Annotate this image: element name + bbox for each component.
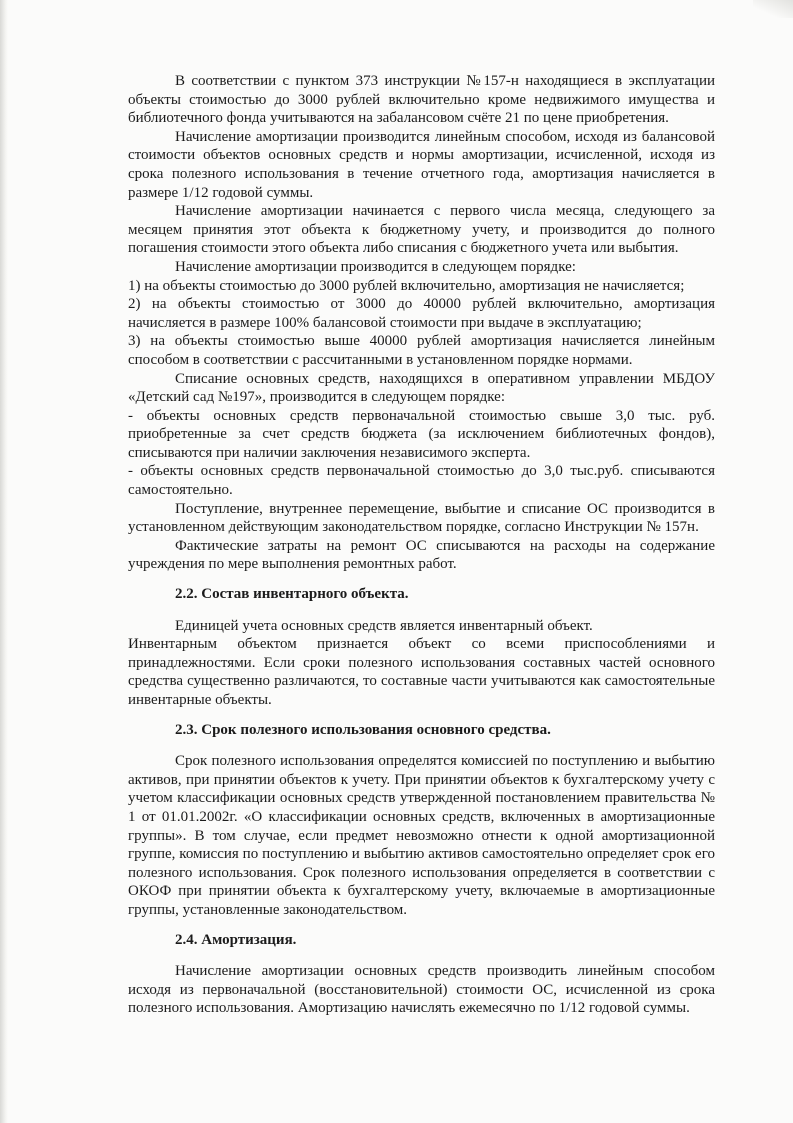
page-fold-shadow	[0, 0, 8, 1123]
paragraph-amortization: Начисление амортизации основных средств производить линейным способом исходя из первоначальной (восстановительной) стоимости ОС, исчисленной из срока полезного использования. Амортизацию начислять ежемесячно по 1/12 годовой суммы.	[128, 963, 715, 1017]
paragraph-depreciation-method: Начисление амортизации производится линейным способом, исходя из балансовой стоимости объектов основных средств и нормы амортизации, исчисленной, исходя из срока полезного использования в течение отчетного года, амортизация начисляется в размере 1/12 годовой суммы.	[128, 128, 715, 201]
paragraph-inventory-object: Инвентарным объектом признается объект со всеми приспособлениями и принадлежностями. Если сроки полезного использования составных частей основного средства существенно различаются, то составные части учитываются как самостоятельные инвентарные объекты.	[128, 636, 715, 708]
paragraph-write-off: Списание основных средств, находящихся в оперативном управлении МБДОУ «Детский сад №197», производится в следующем порядке:	[128, 370, 715, 406]
page-corner-shadow	[753, 0, 793, 18]
dash-item-1: - объекты основных средств первоначальной стоимостью свыше 3,0 тыс. руб. приобретенные за счет средств бюджета (за исключением библиотечных фондов), списываются при наличии заключения независимого эксперта.	[128, 407, 715, 461]
paragraph-depreciation-order: Начисление амортизации производится в следующем порядке:	[175, 258, 576, 275]
dash-item-2: - объекты основных средств первоначальной стоимостью до 3,0 тыс.руб. списываются самостоятельно.	[128, 463, 715, 499]
section-heading-2-4: 2.4. Амортизация.	[175, 931, 297, 948]
list-item-2: 2) на объекты стоимостью от 3000 до 40000 рублей включительно, амортизация начисляется в размере 100% балансовой стоимости при выдаче в эксплуатацию;	[128, 296, 715, 331]
section-heading-2-3: 2.3. Срок полезного использования основного средства.	[175, 721, 551, 738]
list-item-1: 1) на объекты стоимостью до 3000 рублей включительно, амортизация не начисляется;	[128, 277, 685, 294]
paragraph-off-balance: В соответствии с пунктом 373 инструкции №157-н находящиеся в эксплуатации объекты стоимостью до 3000 рублей включительно кроме недвижимого имущества и библиотечного фонда учитываются на забалансовом счёте 21 по цене приобретения.	[128, 73, 715, 127]
list-item-3: 3) на объекты стоимостью выше 40000 рублей амортизация начисляется линейным способом в соответствии с рассчитанными в установленном порядке нормами.	[128, 333, 715, 368]
paragraph-receipt: Поступление, внутреннее перемещение, выбытие и списание ОС производится в установленном действующим законодательством порядке, согласно Инструкции № 157н.	[128, 500, 715, 536]
section-heading-2-2: 2.2. Состав инвентарного объекта.	[175, 586, 409, 603]
paragraph-inventory-unit: Единицей учета основных средств является инвентарный объект.	[175, 617, 593, 634]
paragraph-useful-life: Срок полезного использования определятся комиссией по поступлению и выбытию активов, при принятии объектов к учету. При принятии объектов к бухгалтерскому учету с учетом классификации основных средств утвержденной постановлением правительства № 1 от 01.01.2002г. «О классификации основных средств, включенных в амортизационные группы». В том случае, если предмет невозможно отнести к одной амортизационной группе, комиссия по поступлению и выбытию активов самостоятельно определяет срок его полезного использования. Срок полезного использования определяется в соответствии с ОКОФ при принятии объекта к бухгалтерскому учету, включаемые в амортизационные группы, установленные законодательством.	[128, 753, 715, 918]
paragraph-repair-costs: Фактические затраты на ремонт ОС списываются на расходы на содержание учреждения по мере выполнения ремонтных работ.	[128, 537, 715, 573]
paragraph-depreciation-start: Начисление амортизации начинается с первого числа месяца, следующего за месяцем принятия этот объекта к бюджетному учету, и производится до полного погашения стоимости этого объекта либо списания с бюджетного учета или выбытия.	[128, 203, 715, 257]
